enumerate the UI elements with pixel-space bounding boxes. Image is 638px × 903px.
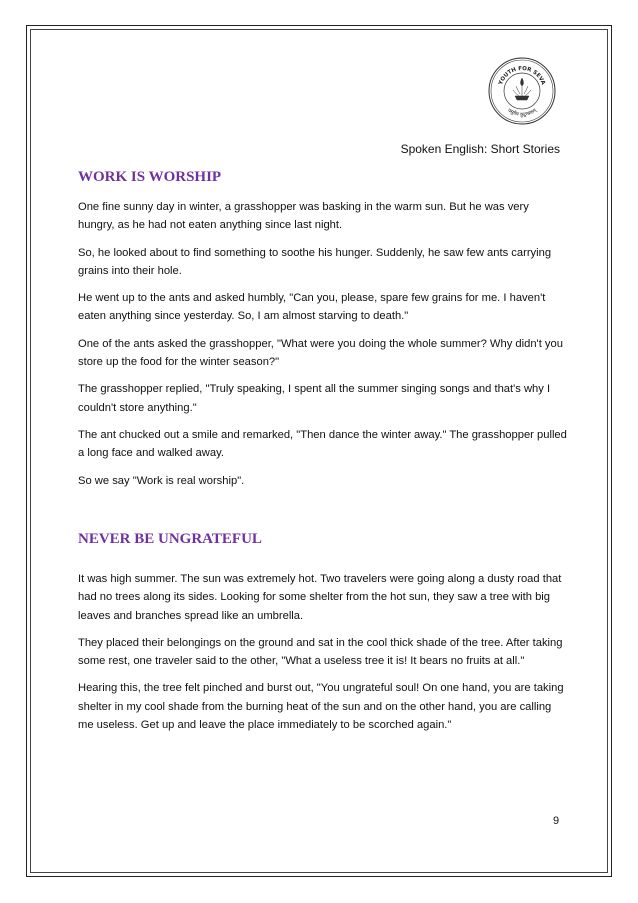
story-paragraph: One of the ants asked the grasshopper, "What were you doing the whole summer? Why didn't you store up the food for the winter season?"	[78, 337, 563, 369]
story-paragraph: He went up to the ants and asked humbly, "Can you, please, spare few grains for me. I haven't eaten anything since yesterday. So, I am almost starving to death."	[78, 292, 546, 323]
story-title: NEVER BE UNGRATEFUL	[78, 531, 262, 547]
page-number: 9	[553, 815, 560, 827]
page-header: Spoken English: Short Stories	[400, 142, 560, 156]
story-paragraph: The grasshopper replied, "Truly speaking, I spent all the summer singing songs and that's why I couldn't store anything."	[78, 383, 551, 414]
story-paragraph: So we say "Work is real worship".	[78, 474, 245, 487]
seal-top-text: YOUTH FOR SEVA	[498, 65, 546, 86]
story-paragraph: They placed their belongings on the ground and sat in the cool thick shade of the tree. After taking some rest, one traveler said to the other, "What a useless tree it is! It bears no fruits at all."	[78, 636, 563, 668]
story-paragraph: Hearing this, the tree felt pinched and burst out, "You ungrateful soul! On one hand, you are taking shelter in my cool shade from the burning heat of the sun and on the other hand, you are calling me useless. Get up and leave the place immediately to be scorched again."	[78, 682, 564, 732]
story-work-is-worship	[78, 169, 568, 499]
organization-seal-icon	[487, 56, 557, 126]
seal-bottom-text: वसुधैव कुटुम्बकम्	[506, 107, 538, 119]
story-never-be-ungrateful	[78, 531, 568, 743]
story-paragraph: The ant chucked out a smile and remarked, "Then dance the winter away." The grasshopper pulled a long face and walked away.	[78, 428, 567, 460]
story-paragraph: One fine sunny day in winter, a grasshopper was basking in the warm sun. But he was very hungry, as he had not eaten anything since last night.	[78, 201, 529, 232]
story-title: WORK IS WORSHIP	[78, 169, 222, 185]
story-paragraph: So, he looked about to find something to soothe his hunger. Suddenly, he saw few ants carrying grains into their hole.	[78, 246, 552, 277]
story-paragraph: It was high summer. The sun was extremely hot. Two travelers were going along a dusty road that had no trees along its sides. Looking for some shelter from the hot sun, they saw a tree with big leaves and branches spread like an umbrella.	[78, 573, 562, 622]
